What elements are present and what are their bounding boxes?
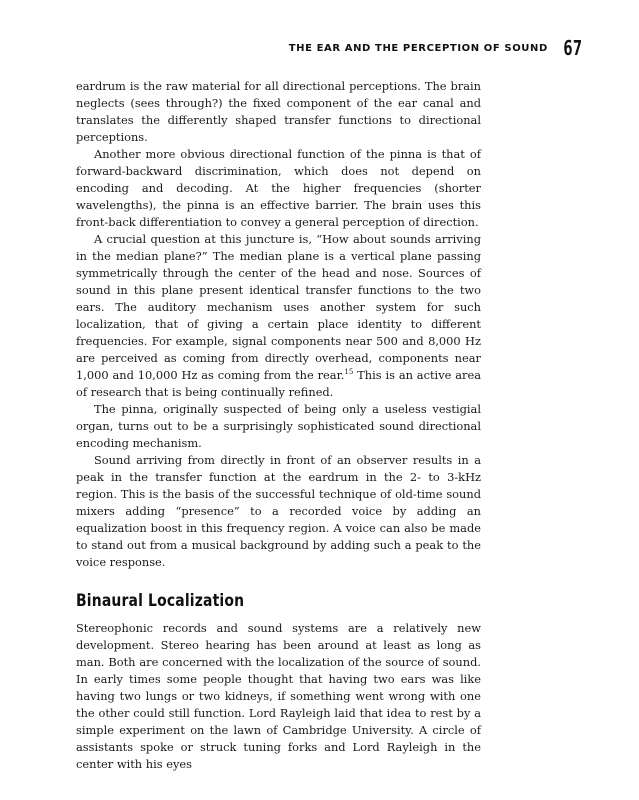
running-title: THE EAR AND THE PERCEPTION OF SOUND — [288, 43, 548, 54]
paragraph: Sound arriving from directly in front of an observer results in a peak in the transfer function at the eardrum in the 2- to 3-kHz region. This is the basis of the successful technique of old-time sound mixers adding “presence” to a recorded voice by adding an equalization boost in this frequency region. A voice can also be made to stand out from a musical background by adding such a peak to the voice response. — [76, 453, 481, 569]
body-text — [76, 78, 481, 773]
paragraph-median-plane — [76, 231, 481, 401]
paragraph-text: This is an active area of research that is being continually refined. — [76, 368, 481, 399]
running-head — [76, 38, 582, 58]
paragraph-text: A crucial question at this juncture is, “How about sounds arriving in the median plane?” The median plane is a vertical plane passing symmetrically through the center of the head and nose. Sources of sound in this plane present identical transfer functions to the two ears. The auditory mechanism uses another system for such localization, that of giving a certain place identity to different frequencies. For example, signal components near 500 and 8,000 Hz are perceived as coming from directly overhead, components near 1,000 and 10,000 Hz as coming from the rear. — [76, 232, 481, 382]
paragraph: Another more obvious directional function of the pinna is that of forward-backward discrimination, which does not depend on encoding and decoding. At the higher frequencies (shorter wavelengths), the pinna is an effective barrier. The brain uses this front-back differentiation to convey a general perception of direction. — [76, 147, 481, 229]
page-number: 67 — [563, 36, 582, 60]
paragraph: eardrum is the raw material for all directional perceptions. The brain neglects (sees through?) the fixed component of the ear canal and translates the differently shaped transfer functions to directional perceptions. — [76, 79, 481, 144]
paragraph: The pinna, originally suspected of being only a useless vestigial organ, turns out to be a surprisingly sophisticated sound directional encoding mechanism. — [76, 402, 481, 450]
paragraph: Stereophonic records and sound systems are a relatively new development. Stereo hearing has been around at least as long as man. Both are concerned with the localization of the source of sound. In early times some people thought that having two ears was like having two lungs or two kidneys, if something went wrong with one the other could still function. Lord Rayleigh laid that idea to rest by a simple experiment on the lawn of Cambridge University. A circle of assistants spoke or struck tuning forks and Lord Rayleigh in the center with his eyes — [76, 621, 481, 771]
section-heading: Binaural Localization — [76, 591, 245, 611]
reference-number: 15 — [344, 368, 354, 377]
